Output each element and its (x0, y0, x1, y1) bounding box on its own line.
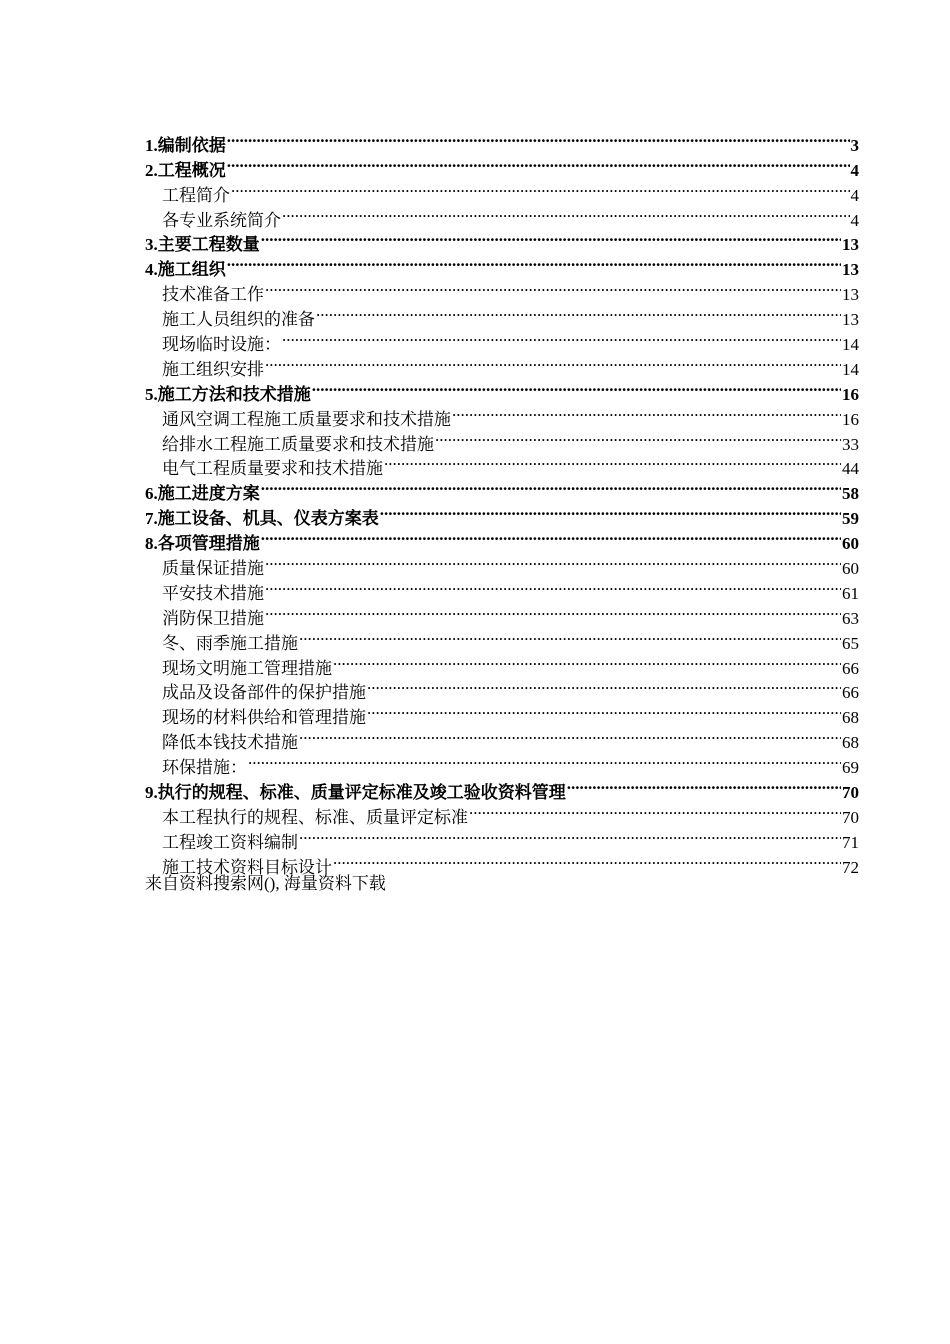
toc-page-number: 66 (842, 683, 859, 703)
toc-page-number: 69 (842, 758, 859, 778)
toc-entry-label: 8.各项管理措施 (145, 534, 260, 554)
toc-dot-leader (265, 275, 841, 300)
toc-section-entry[interactable] (145, 176, 859, 205)
toc-entry-label: 施工技术资料目标设计 (162, 857, 332, 877)
toc-page-number: 60 (842, 534, 859, 554)
toc-dot-leader (282, 325, 841, 350)
toc-entry-label: 施工组织安排 (162, 359, 264, 379)
toc-chapter-entry[interactable] (145, 126, 859, 155)
toc-page-number: 4 (850, 160, 859, 180)
toc-page-number: 68 (842, 733, 859, 753)
table-of-contents (145, 126, 859, 877)
toc-entry-label: 平安技术措施 (162, 583, 264, 603)
toc-dot-leader (231, 176, 850, 201)
toc-entry-label: 技术准备工作 (162, 285, 264, 305)
toc-dot-leader (261, 524, 841, 549)
toc-entry-label: 工程竣工资料编制 (162, 832, 298, 852)
toc-page-number: 71 (842, 832, 859, 852)
toc-dot-leader (261, 226, 841, 251)
toc-entry-label: 降低本钱技术措施 (162, 733, 298, 753)
toc-page-number: 13 (842, 310, 859, 330)
toc-dot-leader (248, 748, 841, 773)
toc-entry-label: 本工程执行的规程、标准、质量评定标准 (162, 807, 468, 827)
toc-entry-label: 5.施工方法和技术措施 (145, 384, 311, 404)
toc-page-number: 13 (842, 235, 859, 255)
toc-dot-leader (384, 450, 841, 475)
toc-page-number: 3 (850, 135, 859, 155)
toc-section-entry[interactable] (145, 748, 859, 778)
toc-entry-label: 1.编制依据 (145, 135, 226, 155)
toc-entry-label: 3.主要工程数量 (145, 235, 260, 255)
toc-page-number: 16 (842, 409, 859, 429)
toc-dot-leader (316, 300, 841, 325)
toc-entry-label: 施工人员组织的准备 (162, 310, 315, 330)
toc-entry-label: 质量保证措施 (162, 559, 264, 579)
toc-dot-leader (367, 698, 841, 723)
toc-page-number: 68 (842, 708, 859, 728)
toc-entry-label: 环保措施： (162, 758, 247, 778)
toc-chapter-entry[interactable] (145, 250, 859, 280)
toc-chapter-entry[interactable] (145, 773, 859, 803)
toc-dot-leader (567, 773, 841, 798)
toc-page-number: 14 (842, 359, 859, 379)
toc-entry-label: 冬、雨季施工措施 (162, 633, 298, 653)
toc-entry-label: 4.施工组织 (145, 260, 226, 280)
toc-entry-label: 现场文明施工管理措施 (162, 658, 332, 678)
toc-dot-leader (299, 823, 841, 848)
toc-dot-leader (227, 250, 841, 275)
toc-dot-leader (299, 723, 841, 748)
toc-dot-leader (333, 848, 841, 873)
toc-dot-leader (452, 400, 841, 425)
toc-entry-label: 现场临时设施： (162, 335, 281, 355)
toc-page-number: 44 (842, 459, 859, 479)
toc-page-number: 33 (842, 434, 859, 454)
toc-section-entry[interactable] (145, 275, 859, 305)
toc-dot-leader (299, 624, 841, 649)
toc-page-number: 61 (842, 583, 859, 603)
toc-page-number: 63 (842, 608, 859, 628)
toc-entry-label: 2.工程概况 (145, 160, 226, 180)
toc-entry-label: 9.执行的规程、标准、质量评定标准及竣工验收资料管理 (145, 783, 566, 803)
toc-entry-label: 电气工程质量要求和技术措施 (162, 459, 383, 479)
toc-entry-label: 消防保卫措施 (162, 608, 264, 628)
toc-page-number: 72 (842, 857, 859, 877)
toc-page-number: 13 (842, 285, 859, 305)
toc-page-number: 70 (842, 807, 859, 827)
toc-chapter-entry[interactable] (145, 151, 859, 180)
toc-page-number: 66 (842, 658, 859, 678)
toc-page-number: 16 (842, 384, 859, 404)
toc-page-number: 4 (850, 185, 859, 205)
toc-page-number: 58 (842, 484, 859, 504)
toc-dot-leader (312, 375, 841, 400)
toc-dot-leader (469, 798, 841, 823)
toc-dot-leader (265, 549, 841, 574)
toc-dot-leader (435, 425, 841, 450)
toc-dot-leader (380, 499, 841, 524)
toc-page-number: 60 (842, 559, 859, 579)
toc-dot-leader (265, 574, 841, 599)
toc-entry-label: 通风空调工程施工质量要求和技术措施 (162, 409, 451, 429)
source-note: 来自资料搜索网(), 海量资料下载 (145, 874, 386, 893)
toc-dot-leader (227, 151, 850, 176)
toc-page-number: 14 (842, 335, 859, 355)
toc-dot-leader (282, 201, 850, 226)
toc-dot-leader (367, 674, 841, 699)
toc-page-number: 65 (842, 633, 859, 653)
toc-section-entry[interactable] (145, 201, 859, 230)
toc-page-number: 13 (842, 260, 859, 280)
toc-entry-label: 6.施工进度方案 (145, 484, 260, 504)
toc-dot-leader (333, 649, 841, 674)
toc-entry-label: 成品及设备部件的保护措施 (162, 683, 366, 703)
toc-entry-label: 各专业系统简介 (162, 210, 281, 230)
toc-dot-leader (261, 474, 841, 499)
toc-entry-label: 7.施工设备、机具、仪表方案表 (145, 509, 379, 529)
toc-page-number: 70 (842, 783, 859, 803)
toc-entry-label: 给排水工程施工质量要求和技术措施 (162, 434, 434, 454)
toc-page-number: 4 (850, 210, 859, 230)
toc-entry-label: 现场的材料供给和管理措施 (162, 708, 366, 728)
toc-page-number: 59 (842, 509, 859, 529)
toc-dot-leader (227, 126, 850, 151)
toc-dot-leader (265, 599, 841, 624)
toc-entry-label: 工程简介 (162, 185, 230, 205)
toc-dot-leader (265, 350, 841, 375)
